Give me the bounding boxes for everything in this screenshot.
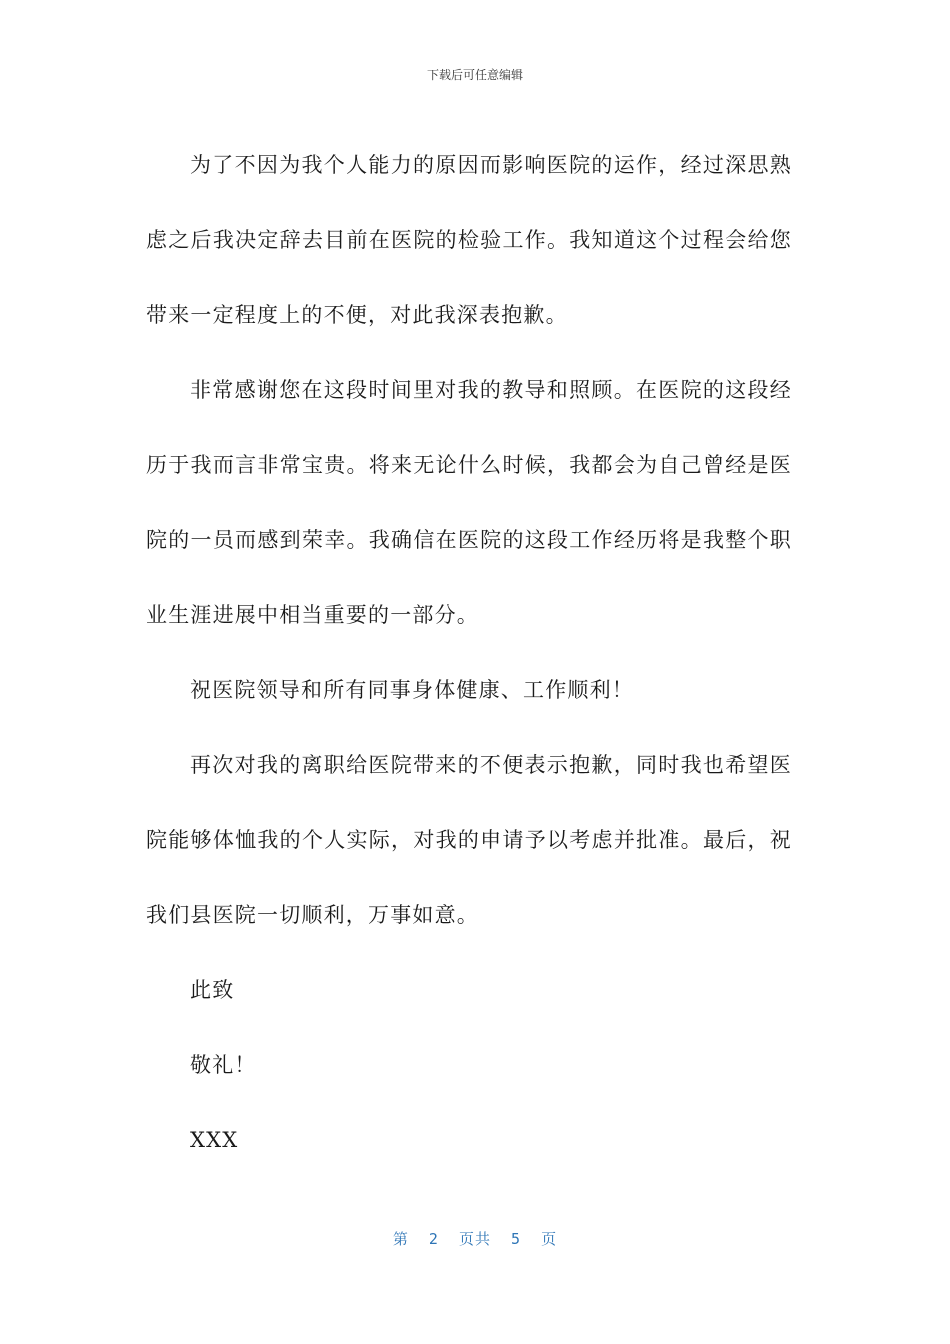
page-header: 下载后可任意编辑 bbox=[426, 68, 523, 82]
page-number: 第 2 页共 5 页 bbox=[392, 1230, 558, 1248]
letter-body bbox=[146, 128, 792, 1178]
salutation-line: 敬礼！ bbox=[190, 1053, 257, 1077]
paragraph-wishes: 祝医院领导和所有同事身体健康、工作顺利！ bbox=[190, 678, 634, 702]
paragraph-gratitude: 非常感谢您在这段时间里对我的教导和照顾。在医院的这段经历于我而言非常宝贵。将来无论什么时候，我都会为自己曾经是医院的一员而感到荣幸。我确信在医院的这段工作经历将是我整个职业生涯进展中相当重要的一部分。 bbox=[146, 378, 792, 627]
signature-line: XXX bbox=[190, 1128, 239, 1152]
paragraph-apology: 再次对我的离职给医院带来的不便表示抱歉，同时我也希望医院能够体恤我的个人实际，对我的申请予以考虑并批准。最后，祝我们县医院一切顺利，万事如意。 bbox=[146, 753, 792, 927]
paragraph-resignation-reason: 为了不因为我个人能力的原因而影响医院的运作，经过深思熟虑之后我决定辞去目前在医院的检验工作。我知道这个过程会给您带来一定程度上的不便，对此我深表抱歉。 bbox=[146, 153, 792, 327]
closing-line: 此致 bbox=[190, 978, 235, 1002]
